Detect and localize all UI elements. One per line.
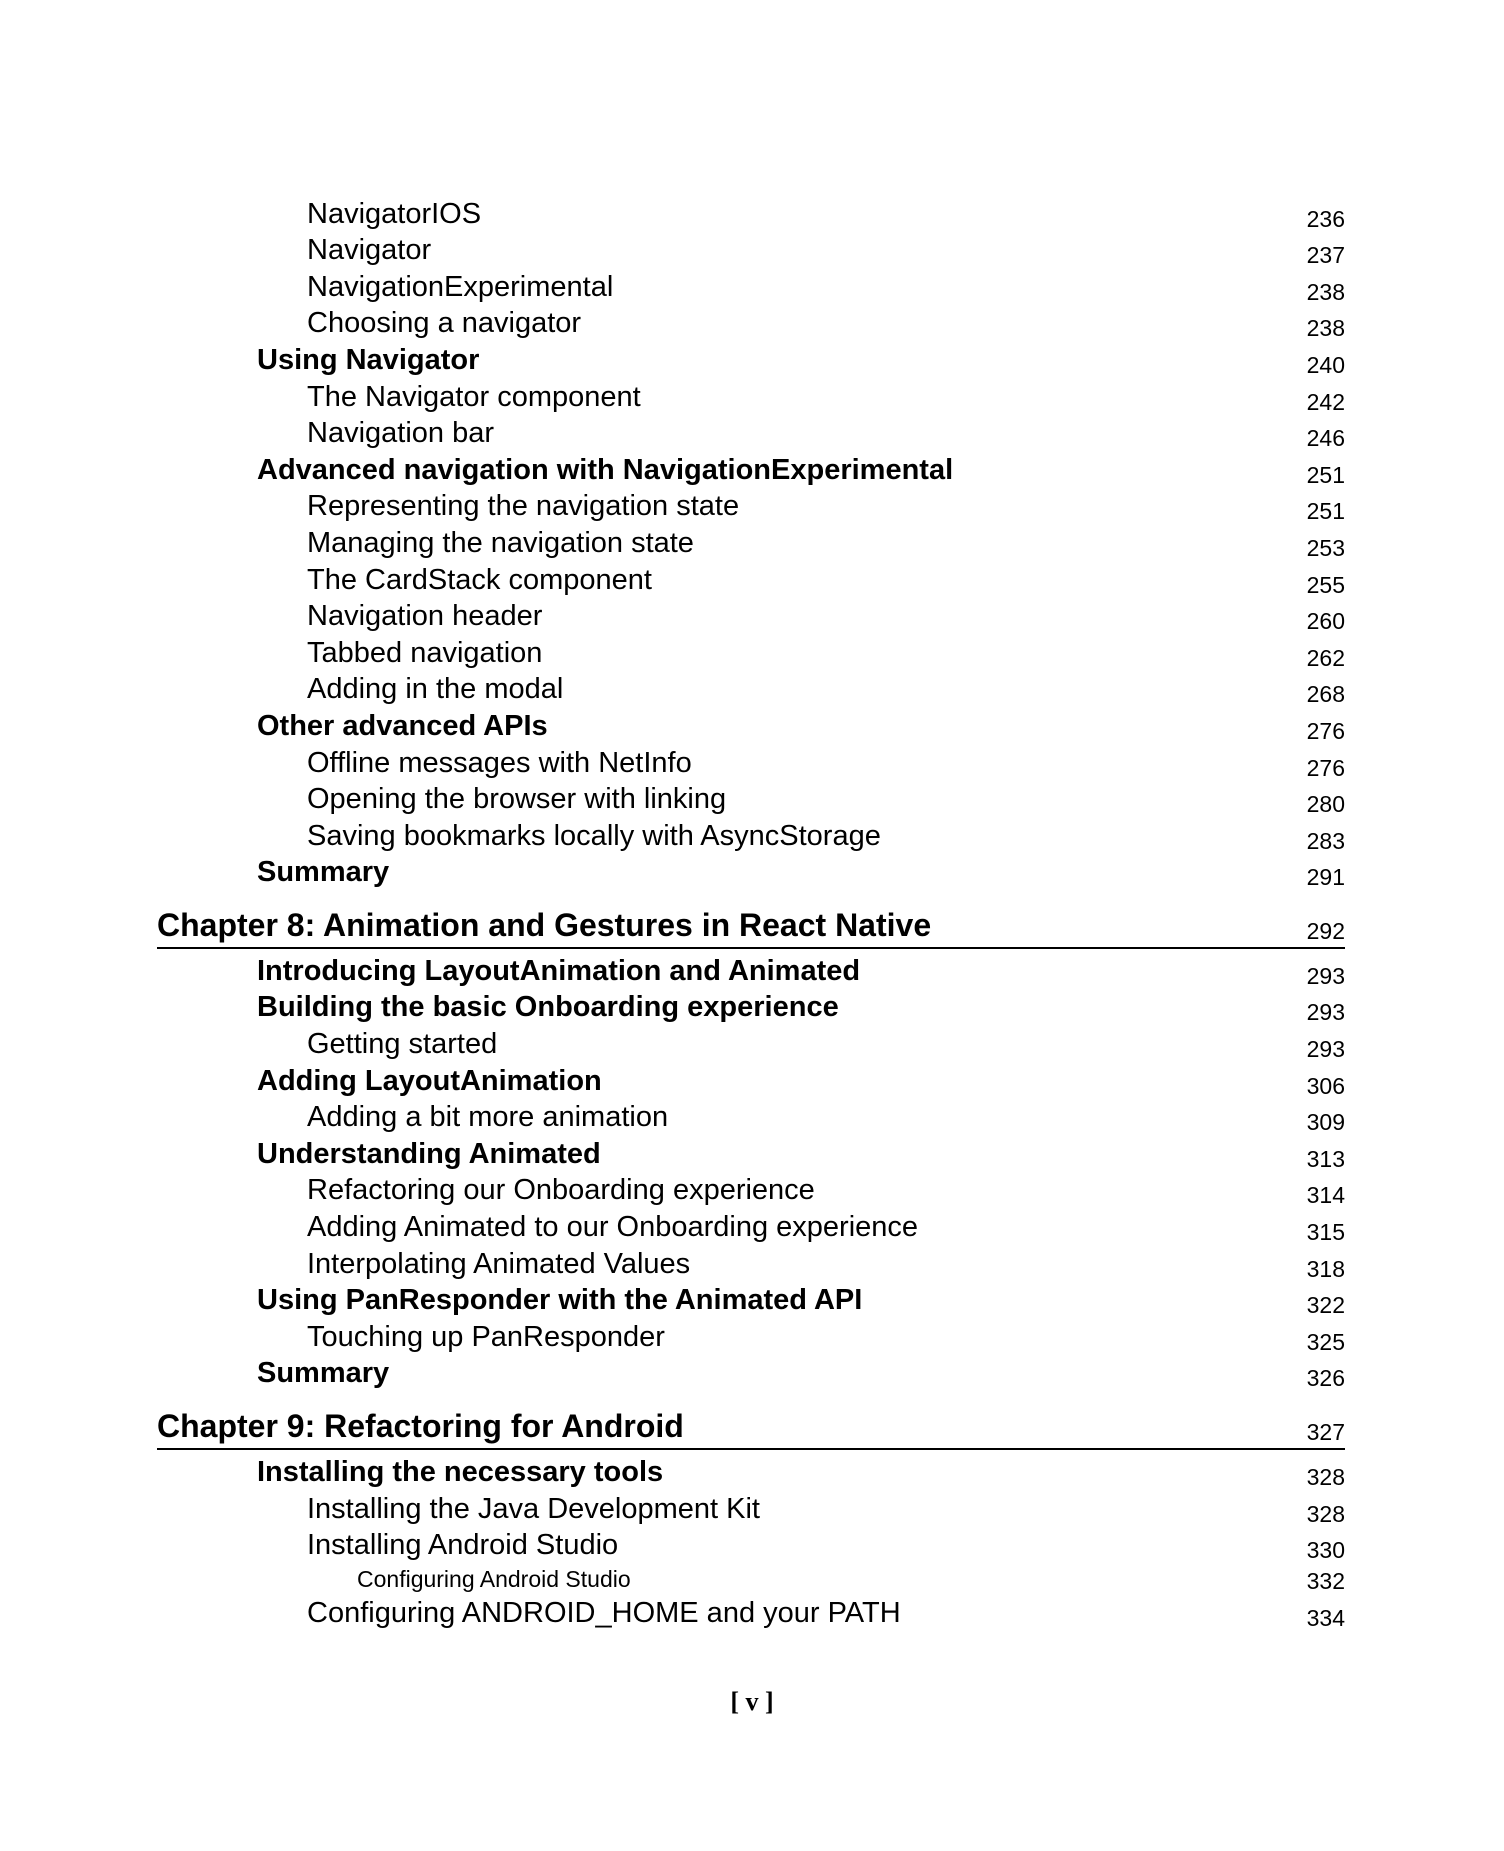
toc-entry[interactable]	[157, 1063, 1345, 1100]
toc-entry-page: 330	[1306, 1537, 1345, 1564]
toc-chapter-entry[interactable]	[157, 1392, 1345, 1450]
toc-entry-page: 283	[1306, 827, 1345, 854]
toc-entry[interactable]	[157, 452, 1345, 489]
toc-entry-title: Touching up PanResponder	[307, 1320, 665, 1353]
toc-entry-title: Using PanResponder with the Animated API	[257, 1284, 863, 1317]
toc-entry[interactable]	[157, 489, 1345, 526]
toc-entry[interactable]	[157, 855, 1345, 892]
toc-entry[interactable]	[157, 1209, 1345, 1246]
toc-entry-page: 293	[1306, 1036, 1345, 1063]
toc-entry-page: 334	[1306, 1604, 1345, 1631]
toc-entry-page: 328	[1306, 1464, 1345, 1490]
toc-entry[interactable]	[157, 1026, 1345, 1063]
toc-entry-page: 237	[1306, 242, 1345, 269]
toc-entry-page: 251	[1306, 461, 1345, 488]
toc-entry[interactable]	[157, 525, 1345, 562]
toc-entry-page: 327	[1306, 1419, 1345, 1446]
toc-entry-page: 260	[1306, 608, 1345, 635]
toc-entry-title: Tabbed navigation	[307, 636, 543, 669]
toc-entry[interactable]	[157, 1319, 1345, 1356]
toc-entry-title: Summary	[257, 1357, 390, 1390]
toc-entry-page: 328	[1306, 1500, 1345, 1527]
toc-entry-title: Configuring ANDROID_HOME and your PATH	[307, 1596, 901, 1629]
toc-entry-page: 292	[1306, 918, 1345, 945]
toc-entry-title: Installing the Java Development Kit	[307, 1492, 760, 1525]
toc-entry[interactable]	[157, 818, 1345, 855]
toc-entry-title: Other advanced APIs	[257, 709, 548, 742]
toc-entry-title: Understanding Animated	[257, 1137, 601, 1170]
toc-entry-page: 280	[1306, 791, 1345, 818]
toc-chapter-entry[interactable]	[157, 891, 1345, 949]
toc-entry-title: Getting started	[307, 1028, 498, 1061]
toc-entry-page: 236	[1306, 205, 1345, 232]
toc-entry[interactable]	[157, 562, 1345, 599]
toc-entry-page: 276	[1306, 717, 1345, 744]
toc-entry-page: 293	[1306, 999, 1345, 1026]
toc-entry-title: Chapter 8: Animation and Gestures in React Native	[157, 907, 932, 944]
toc-entry-title: Offline messages with NetInfo	[307, 746, 692, 779]
toc-entry-title: Adding Animated to our Onboarding experience	[307, 1211, 919, 1244]
toc-entry-title: Adding a bit more animation	[307, 1101, 669, 1134]
toc-entry-page: 325	[1306, 1328, 1345, 1355]
toc-entry-title: Opening the browser with linking	[307, 783, 727, 816]
toc-entry[interactable]	[157, 708, 1345, 745]
toc-entry-title: Using Navigator	[257, 343, 480, 376]
toc-entry[interactable]	[157, 672, 1345, 709]
toc-entry[interactable]	[157, 233, 1345, 270]
toc-entry-title: Summary	[257, 856, 390, 889]
toc-entry[interactable]	[157, 635, 1345, 672]
toc-entry-title: Representing the navigation state	[307, 490, 740, 523]
toc-entry-page: 315	[1306, 1219, 1345, 1246]
toc-entry[interactable]	[157, 196, 1345, 233]
toc-entry-title: Advanced navigation with NavigationExperimental	[257, 453, 954, 486]
toc-entry-page: 242	[1306, 388, 1345, 415]
toc-entry-page: 332	[1306, 1568, 1345, 1595]
toc-entry-page: 246	[1306, 425, 1345, 452]
toc-entry-title: Introducing LayoutAnimation and Animated	[257, 954, 861, 987]
toc-entry[interactable]	[157, 379, 1345, 416]
toc-entry-page: 293	[1306, 962, 1345, 989]
toc-entry-title: Installing Android Studio	[307, 1529, 619, 1562]
toc-entry-title: Building the basic Onboarding experience	[257, 991, 839, 1024]
toc-entry-title: Navigator	[307, 234, 432, 267]
toc-entry-page: 314	[1306, 1182, 1345, 1209]
toc-entry-page: 238	[1306, 315, 1345, 342]
toc-entry-title: Interpolating Animated Values	[307, 1247, 691, 1280]
toc-entry[interactable]	[157, 599, 1345, 636]
toc-entry[interactable]	[157, 1595, 1345, 1632]
toc-entry-page: 253	[1306, 534, 1345, 561]
toc-entry-title: NavigationExperimental	[307, 270, 614, 303]
toc-entry-title: The Navigator component	[307, 380, 641, 413]
toc-entry[interactable]	[157, 953, 1345, 990]
toc-entry[interactable]	[157, 416, 1345, 453]
toc-entry-page: 309	[1306, 1109, 1345, 1136]
table-of-contents	[157, 196, 1345, 1632]
toc-entry-title: Chapter 9: Refactoring for Android	[157, 1408, 684, 1445]
toc-entry-page: 268	[1306, 681, 1345, 708]
toc-entry[interactable]	[157, 1136, 1345, 1173]
toc-entry-title: Navigation bar	[307, 417, 494, 450]
toc-entry-page: 276	[1306, 754, 1345, 781]
toc-entry-page: 291	[1306, 864, 1345, 891]
toc-entry-page: 238	[1306, 278, 1345, 305]
toc-entry-title: Adding in the modal	[307, 673, 564, 706]
toc-entry-title: Managing the navigation state	[307, 526, 694, 559]
toc-entry-title: Saving bookmarks locally with AsyncStorage	[307, 819, 881, 852]
toc-entry-title: The CardStack component	[307, 563, 652, 596]
toc-entry[interactable]	[157, 1246, 1345, 1283]
toc-entry-page: 322	[1306, 1292, 1345, 1319]
toc-entry[interactable]	[157, 1356, 1345, 1393]
toc-entry[interactable]	[157, 1454, 1345, 1491]
toc-entry[interactable]	[157, 342, 1345, 379]
toc-entry[interactable]	[157, 1564, 1345, 1595]
toc-entry-title: Adding LayoutAnimation	[257, 1064, 602, 1097]
toc-entry-title: NavigatorIOS	[307, 197, 482, 230]
toc-entry-title: Configuring Android Studio	[357, 1566, 631, 1593]
toc-entry-title: Choosing a navigator	[307, 307, 582, 340]
toc-entry[interactable]	[157, 990, 1345, 1027]
toc-entry[interactable]	[157, 1283, 1345, 1320]
toc-entry-title: Installing the necessary tools	[257, 1456, 664, 1488]
toc-entry-title: Navigation header	[307, 600, 543, 633]
toc-entry-page: 318	[1306, 1255, 1345, 1282]
toc-entry[interactable]	[157, 745, 1345, 782]
toc-entry-page: 313	[1306, 1145, 1345, 1172]
toc-entry-page: 251	[1306, 498, 1345, 525]
toc-entry[interactable]	[157, 1491, 1345, 1528]
toc-entry-page: 306	[1306, 1072, 1345, 1099]
toc-entry[interactable]	[157, 1528, 1345, 1565]
toc-entry[interactable]	[157, 269, 1345, 306]
toc-entry[interactable]	[157, 1100, 1345, 1137]
toc-entry-page: 255	[1306, 571, 1345, 598]
toc-entry[interactable]	[157, 782, 1345, 819]
toc-entry-page: 262	[1306, 644, 1345, 671]
toc-entry-page: 240	[1306, 351, 1345, 378]
toc-entry[interactable]	[157, 1173, 1345, 1210]
toc-entry-title: Refactoring our Onboarding experience	[307, 1174, 815, 1207]
toc-entry[interactable]	[157, 306, 1345, 343]
toc-entry-page: 326	[1306, 1365, 1345, 1392]
page-number: [ v ]	[730, 1687, 774, 1716]
